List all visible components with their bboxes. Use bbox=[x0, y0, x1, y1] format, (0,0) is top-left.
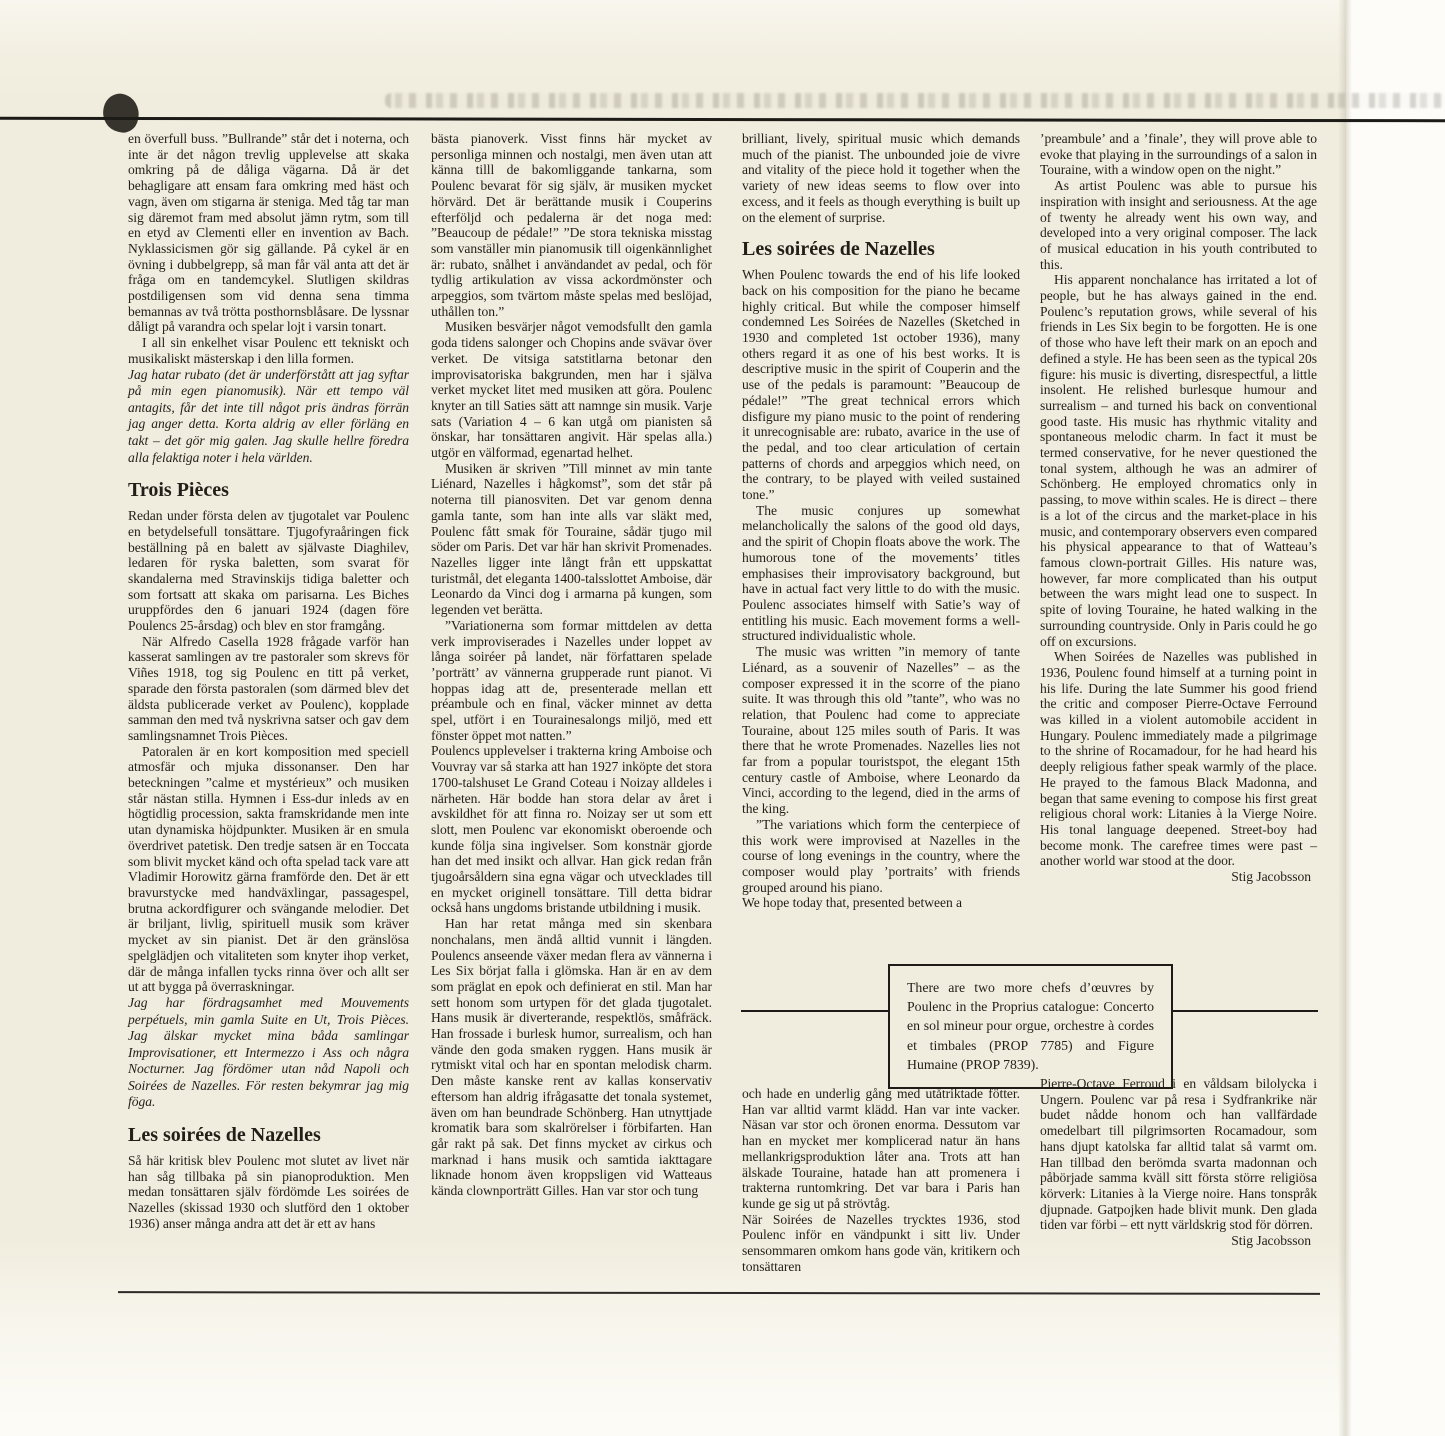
paragraph: Pierre-Octave Ferroud i en våldsam bilolycka i Ungern. Poulenc var på resa i Sydfrankrike när budet nådde honom och han vallfärdade omedelbart till pilgrimsorten Rocamadour, som hans djupt katolska far alltid talat så varmt om. Han tillbad den berömda svarta madonnan och påbörjade samma kväll sitt första större religiösa körverk: Litanies à la Vierge noire. Hans tonspråk djupnade. Gatpojken hade blivit munk. Den glada tiden var förbi – ett nytt världskrig stod för dörren. bbox=[1040, 1076, 1317, 1233]
author-signature-english: Stig Jacobsson bbox=[1231, 869, 1311, 885]
paragraph: en överfull buss. ”Bullrande” står det i noterna, och inte är det någon trevlig upplevelse att skaka omkring på de dåliga vägarna. Då är det behagligare att ensam fara omkring med häst och vagn, även om stigarna är steniga. Med tåg tar man sig däremot fram med absolut jämn rytm, som till en etyd av Clementi eller en invention av Bach. Nyklassicismen gör sig gällande. På cykel är en övning i dubbelgrepp, så man får väl anta att det är fråga om en tandemcykel. Slutligen skildras postdiligensen som vid denna sena timma bemannas av två trötta posthornsblåsare. De lyssnar dåligt på varandra och spelar lojt i varsin tonart. bbox=[128, 131, 409, 335]
paragraph: When Poulenc towards the end of his life looked back on his composition for the piano he became highly critical. But while the composer himself condemned Les Soirées de Nazelles (Sketched in 1930 and completed 1st october 1936), many others regard it as one of his best works. It is descriptive music in the spirit of Couperin and the use of the pedals is paramount: ”Beaucoup de pédale!” ”The great technical errors which disfigure my piano music to the point of rendering it unrecognisable are: rubato, avarice in the use of the pedal, and too clear articulation of certain patterns of chords and arpeggios which need, on the contrary, to be played with veiled sustained tone.” bbox=[742, 267, 1020, 503]
heading-les-soirees-en: Les soirées de Nazelles bbox=[742, 238, 935, 261]
author-signature-swedish: Stig Jacobsson bbox=[1231, 1233, 1311, 1249]
paragraph: Han har retat många med sin skenbara nonchalans, men ändå alltid vunnit i längden. Poulencs anseende växer medan flera av vännerna i Les Six börjat falla i glömska. Han är en av dem som präglat en epok och definierat en stil. Man har sett honom som urtypen för det glada tjugotalet. Hans musik är diverterande, respektlös, småfräck. Han frossade i burlesk humor, surrealism, och han vände den goda smaken ryggen. Hans musik är rytmiskt vital och har en spontan melodisk charm. Den måste kanske rent av kallas konservativ eftersom han aldrig ifrågasatte det tonala systemet, även om han beundrade Schönberg. Han utnyttjade kromatik bara som skalrörelser i förbifarten. Han går rakt på sak. Det finns mycket av cirkus och marknad i hans musik och samtida iakttagare liknade honom även kroppsligen vid Watteaus kända clownporträtt Gilles. Han var stor och tung bbox=[431, 916, 712, 1199]
paragraph: When Soirées de Nazelles was published in 1936, Poulenc found himself at a turning point in his life. During the late Summer his good friend the critic and composer Pierre-Octave Ferround was killed in a violent automobile accident in Hungary. Poulenc immediately made a pilgrimage to the shrine of Rocamadour, for he had heard his deeply religious father speak warmly of the place. He prayed to the famous Black Madonna, and began that same evening to compose his first great religious choral work: Litanies à la Vierge Noire. His tonal language deepened. Street-boy had become monk. The carefree times were past – another world war stood at the door. bbox=[1040, 649, 1317, 869]
column-3-english bbox=[742, 131, 1020, 911]
column-4-lower-swedish bbox=[1040, 1076, 1317, 1249]
paragraph: We hope today that, presented between a bbox=[742, 895, 963, 911]
paragraph: brilliant, lively, spiritual music which demands much of the pianist. The unbounded joie de vivre and vitality of the piece hold it together when the variety of new ideas seems to flow over into excess, and it feels as though everything is built up on the element of surprise. bbox=[742, 131, 1020, 225]
paragraph: Redan under första delen av tjugotalet var Poulenc en betydelsefull tonsättare. Tjugofyraåringen fick beställning på en balett av självaste Diaghilev, ledaren för ryska baletten, som svarat för skandalerna med Stravinskijs tidiga baletter och som fortsatt att skaka om parisarna. Les Biches uruppfördes den 6 januari 1924 (dagen före Poulencs 25-årsdag) och blev en stor framgång. bbox=[128, 508, 409, 634]
paragraph: I all sin enkelhet visar Poulenc ett tekniskt och musikaliskt mästerskap i den lilla formen. bbox=[128, 335, 409, 366]
paragraph: bästa pianoverk. Visst finns här mycket av personliga minnen och nostalgi, men även utan att känna tilll de bakomliggande tankarna, som Poulenc bevarat för sig själv, är musiken mycket hörvärd. Det är berättande musik i Couperins efterföljd och pedalerna är det noga med: ”Beaucoup de pédale!” ”De stora tekniska misstag som vanställer min pianomusik till oigenkännlighet är: rubato, snålhet i användandet av pedal, och för tydlig artikulation av vissa ackordmönster och arpeggios, som tvärtom måste spelas med beslöjad, uthållen ton.” bbox=[431, 131, 712, 319]
paragraph: och hade en underlig gång med utåtriktade fötter. Han var alltid varmt klädd. Han var inte vacker. Näsan var stor och öronen enorma. Dessutom var han en mycket mer komplicerad natur än hans mellankrigsproduktion låter ana. Trots att han älskade Touraine, hatade han att promenera i trakterna runtomkring. Det var bara i Paris han kunde ge sig ut på strövtåg. bbox=[742, 1086, 1020, 1211]
scan-bleedthrough-text bbox=[385, 93, 1445, 108]
paper-edge-shadow bbox=[1338, 0, 1352, 1436]
heading-les-soirees-sv: Les soirées de Nazelles bbox=[128, 1124, 321, 1147]
paragraph: Musiken är skriven ”Till minnet av min tante Liénard, Nazelles i hågkomst”, som det står på noterna till pianosviten. Det var genom denna gamla tante, som han inte alls var släkt med, Poulenc fått smak för Touraine, sådär tjugo mil söder om Paris. Det var här han skrivit Promenades. Nazelles ligger inte långt från ett uppskattat turistmål, det eleganta 1400-talsslottet Amboise, där Leonardo da Vinci dog i armarna på kungen, som legenden vet berätta. bbox=[431, 460, 712, 618]
paragraph: När Soirées de Nazelles trycktes 1936, stod Poulenc inför en vändpunkt i sitt liv. Under sensommaren omkom hans gode vän, kritikern och tonsättaren bbox=[742, 1211, 1020, 1274]
paragraph: Poulencs upplevelser i trakterna kring Amboise och Vouvray var så starka att han 1927 inköpte det stora 1700-talshuset Le Grand Coteau i Noizay alldeles i närheten. Här bodde han stora delar av året i avskildhet för att finna ro. Noizay ser ut som ett slott, men Poulenc var ekonomiskt oberoende och kunde följa sina ingivelser. Som konstnär gjorde han det med insikt och allvar. Han gick redan från tjugoårsåldern sina egna vägar och utvecklades till en mycket originell tonsättare. Till detta bidrar också hans ungdoms bristande utbildning i musik. bbox=[431, 743, 712, 916]
column-1-swedish bbox=[128, 131, 409, 1232]
poulenc-quote-rubato: Jag hatar rubato (det är underförstått att jag syftar på min egen pianomusik). När ett tempo väl antagits, får det inte till något pris ändras förrän jag anger detta. Korta aldrig av eller förläng en takt – det gör mig galen. Jag skulle hellre föredra alla felaktiga noter i hela världen. bbox=[128, 366, 409, 465]
paragraph: As artist Poulenc was able to pursue his inspiration with insight and seriousness. At the age of twenty he already went his own way, and developed into a very original composer. The lack of musical education in his youth contributed to this. bbox=[1040, 178, 1317, 272]
paragraph: ”The variations which form the centerpiece of this work were improvised at Nazelles in the course of long evenings in the country, where the composer would play ’portraits’ with friends grouped around his piano. bbox=[742, 816, 1020, 895]
proprius-catalogue-box bbox=[888, 964, 1173, 1089]
heading-trois-pieces: Trois Pièces bbox=[128, 479, 229, 502]
column-2-swedish bbox=[431, 131, 712, 1199]
box-side-rule-right bbox=[1172, 1010, 1318, 1012]
paragraph: The music conjures up somewhat melancholically the salons of the good old days, and the spirit of Chopin floats above the work. The humorous tone of the movements’ titles emphasises their improvisatory background, but have in actual fact very little to do with the music. Poulenc associates himself with Satie’s way of entitling his music. Each movement forms a well-structured individualistic whole. bbox=[742, 502, 1020, 644]
paragraph: Patoralen är en kort komposition med speciell atmosfär och mjuka dissonanser. Den har beteckningen ”calme et mystérieux” och musiken står nästan stilla. Hymnen i Ess-dur inleds av en högtidlig procession, sakta framskridande men inte utan dynamiska höjdpunkter. Musiken är en smula överdrivet patetisk. Den tredje satsen är en Toccata som blivit mycket känd och ofta spelad tack vare att Vladimir Horowitz gärna framförde den. Det är ett bravurstycke med handväxlingar, passagespel, brutna ackordfigurer och svängande melodier. Det är briljant, livlig, spirituell musik som kräver mycket av sin pianist. Det är den gränslösa spelglädjen och vitaliteten som knyter ihop verket, där de många infallen tycks rinna över och allt ser ut att bygga på överraskningar. bbox=[128, 743, 409, 995]
paragraph: Musiken besvärjer något vemodsfullt den gamla goda tidens salonger och Chopins ande svävar över verket. De vitsiga satstitlarna betonar den improvisatoriska bakgrunden, men har i själva verket mycket litet med musiken att göra. Poulenc knyter an till Saties sätt att namnge sin musik. Varje sats (Variation 4 – 6 kan utgå om pianisten så önskar, har tonsättaren angivit. Här spelas alla.) utgör en välformad, egenartad helhet. bbox=[431, 319, 712, 461]
poulenc-quote-works: Jag har fördragsamhet med Mouvements perpétuels, min gamla Suite en Ut, Trois Pièces. Jag älskar mycket mina båda samlingar Improvisationer, ett Intermezzo i Ass och några Nocturner. Jag fördömer utan nåd Napoli och Soirées de Nazelles. För resten bekymrar jag mig föga. bbox=[128, 994, 409, 1110]
column-3-lower-swedish bbox=[742, 1086, 1020, 1274]
box-side-rule-left bbox=[741, 1010, 888, 1012]
paragraph: The music was written ”in memory of tante Liénard, as a souvenir of Nazelles” – as the composer expressed it in the scorre of the piano suite. It was through this old ”tante”, who was no relation, that Poulenc had come to appreciate Touraine, about 125 miles south of Paris. It was there that he wrote Promenades. Nazelles lies not far from a popular touristspot, the elegant 15th century castle of Amboise, where Leonardo da Vinci, according to the legend, died in the arms of the king. bbox=[742, 644, 1020, 817]
paragraph: His apparent nonchalance has irritated a lot of people, but he has always gained in the end. Poulenc’s reputation grows, while several of his friends in Les Six begin to be forgotten. He is one of those who have left their mark on an epoch and defined a style. He has been seen as the typical 20s figure: his music is diverting, disrespectful, a little insolent. He relished burlesque humour and surrealism – and turned his back on conventional good taste. His music has rhythmic vitality and spontaneous melodic charm. In fact it must be termed conservative, for he never questioned the tonal system, although he was an admirer of Schönberg. He employed chromatics only in passing, to move within scales. He is direct – there is a lot of the circus and the market-place in his music, and contemporary observers even compared his physical appearance to that of Watteau’s famous clown-portrait Gilles. His nature was, however, far more complicated than his output between the wars might lead one to suspect. In spite of loving Touraine, he hated walking in the surrounding countryside. Only in Paris could he go off on excursions. bbox=[1040, 272, 1317, 649]
paragraph: Så här kritisk blev Poulenc mot slutet av livet när han såg tillbaka på sin pianoproduktion. Men medan tonsättaren själv fördömde Les soirées de Nazelles (skissad 1930 och slutförd den 1 oktober 1936) anser många andra att det är ett av hans bbox=[128, 1153, 409, 1231]
column-4-english bbox=[1040, 131, 1317, 885]
paragraph: När Alfredo Casella 1928 frågade varför han kasserat samlingen av tre pastoraler som skrevs för Viñes 1918, tog sig Poulenc en titt på verket, sparade den första pastoralen (som därmed blev det äldsta publicerade verket av Poulenc), kopplade samman den med två nyskrivna satser och gav dem samlingsnamnet Trois Pièces. bbox=[128, 633, 409, 743]
proprius-catalogue-note: There are two more chefs d’œuvres by Poulenc in the Proprius catalogue: Concerto en sol mineur pour orgue, orchestre à cordes et timbales (PROP 7785) and Figure Humaine (PROP 7839). bbox=[907, 980, 1154, 1072]
paragraph: ”Variationerna som formar mittdelen av detta verk improviserades i Nazelles under loppet av långa soiréer på landet, när författaren spelade ’porträtt’ av vännerna grupperade runt pianot. Vi hoppas idag att de, presenterade mellan ett préambule och en final, väcker minnet av detta spel, utfört i en Tourainesalongs miljö, med ett fönster öppet mot natten.” bbox=[431, 617, 712, 743]
paragraph: ’preambule’ and a ’finale’, they will prove able to evoke that playing in the surroundings of a salon in Touraine, with a window open on the night.” bbox=[1040, 131, 1317, 178]
